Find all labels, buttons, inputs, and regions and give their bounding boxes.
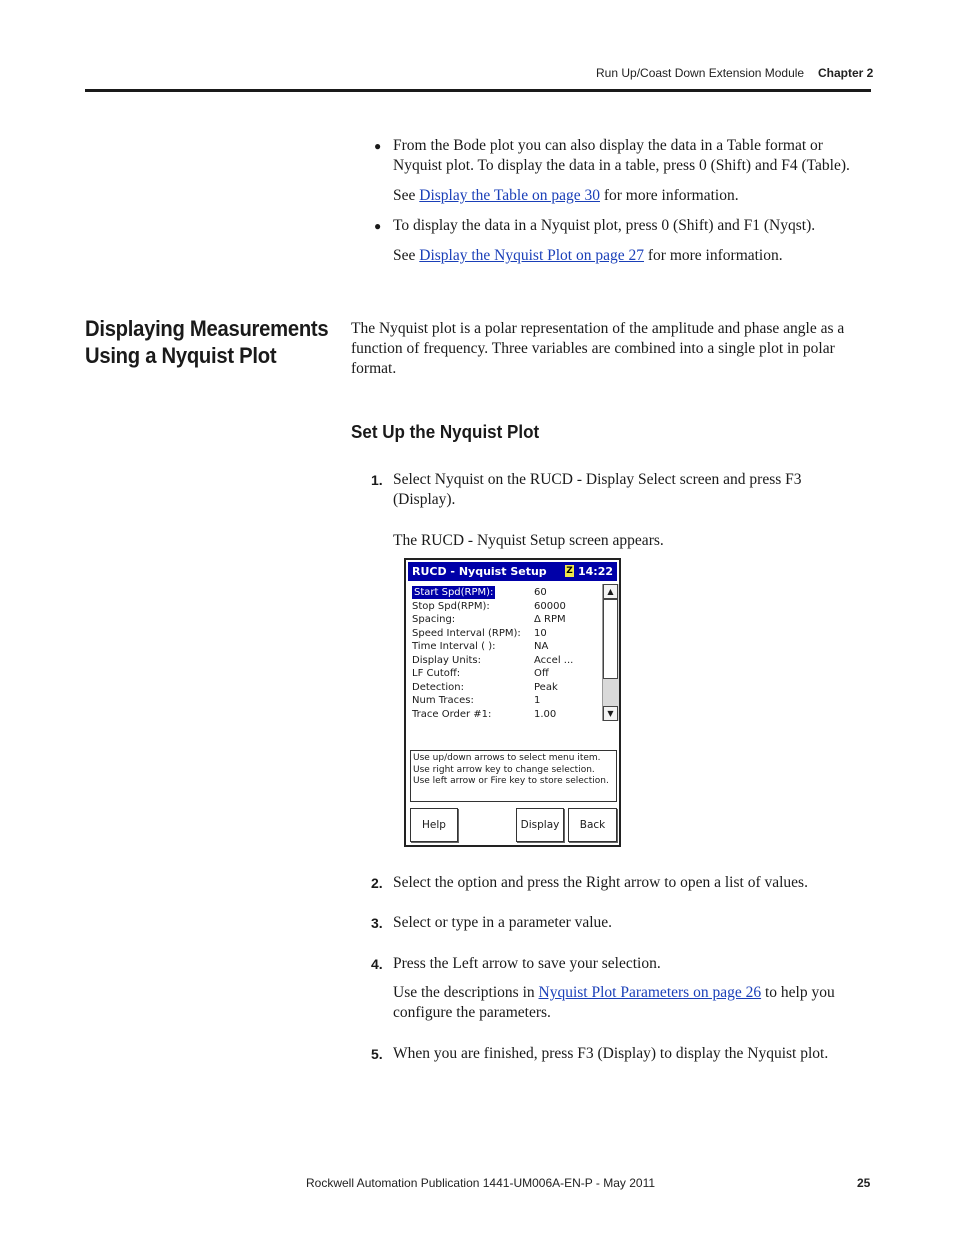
step-number: 3.	[371, 915, 383, 931]
section-paragraph: The Nyquist plot is a polar representation of the amplitude and phase angle as a function of frequency. Three variables are combined into a single plot in polar format.	[351, 320, 845, 377]
bullet-text-2: To display the data in a Nyquist plot, press 0 (Shift) and F1 (Nyqst).	[393, 217, 816, 234]
step-number: 5.	[371, 1046, 383, 1062]
step-1-note: The RUCD - Nyquist Setup screen appears.	[393, 532, 664, 549]
step-4-reference: Use the descriptions in Nyquist Plot Parameters on page 26 to help you configure the parameters.	[393, 984, 835, 1021]
step-number: 4.	[371, 956, 383, 972]
subsection-heading: Set Up the Nyquist Plot	[351, 421, 540, 442]
battery-icon: Z	[566, 566, 573, 576]
scroll-up-arrow-icon[interactable]: ▲	[603, 584, 618, 599]
scroll-down-arrow-icon[interactable]: ▼	[603, 706, 618, 721]
display-button[interactable]: Display	[516, 808, 564, 842]
running-header-title: Run Up/Coast Down Extension Module	[596, 66, 805, 80]
footer-publication: Rockwell Automation Publication 1441-UM006A-EN-P - May 2011	[306, 1176, 656, 1190]
screen-title: RUCD - Nyquist Setup	[412, 565, 547, 578]
see-reference-1: See Display the Table on page 30 for more information.	[393, 187, 739, 204]
step-number: 1.	[371, 472, 383, 488]
back-button[interactable]: Back	[568, 808, 617, 842]
bullet-icon: ●	[374, 219, 382, 233]
section-heading: Displaying Measurements Using a Nyquist Plot	[85, 316, 329, 368]
step-2-text: Select the option and press the Right arrow to open a list of values.	[393, 874, 808, 891]
step-number: 2.	[371, 875, 383, 891]
step-5-text: When you are finished, press F3 (Display) to display the Nyquist plot.	[393, 1045, 829, 1062]
scrollbar[interactable]	[602, 584, 619, 721]
step-1-text: Select Nyquist on the RUCD - Display Select screen and press F3 (Display).	[393, 471, 802, 508]
help-text-box: Use up/down arrows to select menu item. Use right arrow key to change selection. Use left arrow or Fire key to store selection.	[410, 750, 617, 802]
link-display-nyquist[interactable]: Display the Nyquist Plot on page 27	[419, 247, 645, 264]
page-number: 25	[857, 1176, 871, 1190]
step-3-text: Select or type in a parameter value.	[393, 914, 613, 931]
nyquist-setup-screen	[404, 558, 621, 847]
parameter-list: Start Spd(RPM): 60 Stop Spd(RPM): 60000 Spacing: Δ RPM Speed Interval (RPM): 10 Time Interval ( ): NA Display Units: Accel ... LF Cutoff: Off Detection: Peak Num Traces: 1 Trace Order #1: 1.00	[412, 587, 574, 720]
bullet-icon: ●	[374, 139, 382, 153]
help-button[interactable]: Help	[410, 808, 458, 842]
see-reference-2: See Display the Nyquist Plot on page 27 for more information.	[393, 247, 783, 264]
screen-clock: 14:22	[578, 565, 614, 578]
screen-title-bar	[408, 562, 617, 581]
link-display-table[interactable]: Display the Table on page 30	[419, 187, 600, 204]
header-rule	[85, 89, 871, 92]
running-header-chapter: Chapter 2	[818, 66, 874, 80]
scroll-thumb[interactable]	[603, 599, 618, 679]
step-4-text: Press the Left arrow to save your selection.	[393, 955, 661, 972]
bullet-text-1: From the Bode plot you can also display the data in a Table format or Nyquist plot. To display the data in a table, press 0 (Shift) and F4 (Table).	[393, 137, 850, 174]
link-nyquist-parameters[interactable]: Nyquist Plot Parameters on page 26	[538, 984, 762, 1001]
